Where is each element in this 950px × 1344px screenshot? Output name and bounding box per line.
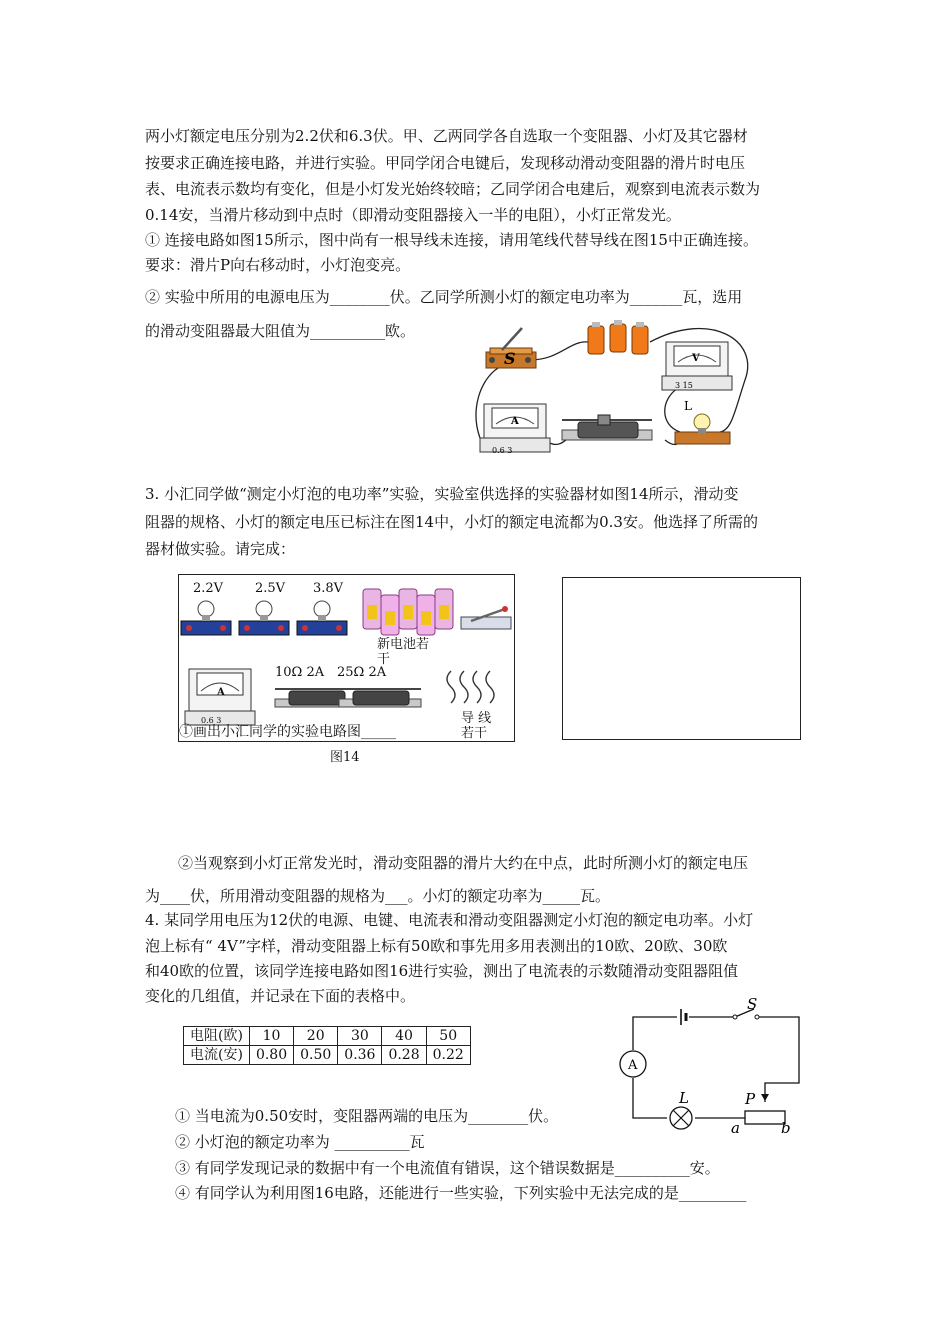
q2-line-7: ② 实验中所用的电源电压为________伏。乙同学所测小灯的额定电功率为_______瓦，选用	[145, 288, 743, 306]
ammeter-label: A	[217, 687, 225, 698]
table-cell: 电阻(欧)	[184, 1027, 250, 1046]
q4-line-4: 变化的几组值，并记录在下面的表格中。	[145, 987, 416, 1005]
q3-line-3: 器材做实验。请完成：	[145, 540, 296, 558]
q3-line-4: ②当观察到小灯正常发光时，滑动变阻器的滑片大约在中点，此时所测小灯的额定电压	[178, 854, 749, 872]
table-cell: 0.28	[382, 1046, 426, 1065]
slider-label: P	[745, 1090, 756, 1108]
ammeter-label: A	[628, 1058, 638, 1073]
ammeter-terminals: 0.6 3	[492, 446, 513, 455]
task-1-overlay: ①画出小汇同学的实验电路图_____	[179, 724, 396, 740]
ammeter-icon	[480, 404, 550, 452]
q4-question-2: ② 小灯泡的额定功率为 __________瓦	[175, 1133, 425, 1151]
q4-question-1: ① 当电流为0.50安时，变阻器两端的电压为________伏。	[175, 1107, 559, 1125]
q2-line-6: 要求：滑片P向右移动时，小灯泡变亮。	[145, 256, 411, 274]
table-cell: 电流(安)	[184, 1046, 250, 1065]
q2-line-2: 按要求正确连接电路，并进行实验。甲同学闭合电键后，发现移动滑动变阻器的滑片时电压	[145, 154, 746, 172]
voltmeter-label: V	[692, 353, 700, 364]
table-cell: 0.80	[249, 1046, 293, 1065]
table-cell: 0.36	[338, 1046, 382, 1065]
wires-icon	[447, 671, 494, 703]
q4-question-3: ③ 有同学发现记录的数据中有一个电流值有错误，这个错误数据是__________安。	[175, 1159, 720, 1177]
table-cell: 30	[338, 1027, 382, 1046]
switch-label: S	[747, 995, 758, 1013]
lamp-label-2: 2.5V	[255, 581, 286, 596]
end-b-label: b	[781, 1119, 791, 1137]
figure-14-equipment-panel	[178, 574, 515, 742]
lamp-symbol-icon	[670, 1107, 692, 1129]
rheostat-label-1: 10Ω 2A	[275, 665, 325, 680]
table-cell: 40	[382, 1027, 426, 1046]
circuit-illustration-fig15	[470, 320, 760, 460]
lamp-label: L	[684, 399, 692, 413]
q2-line-3: 表、电流表示数均有变化，但是小灯发光始终较暗；乙同学闭合电建后，观察到电流表示数为	[145, 180, 761, 198]
figure-14-caption: 图14	[330, 750, 360, 765]
light-bulb-icon	[675, 414, 730, 444]
q3-line-1: 3. 小汇同学做“测定小灯泡的电功率”实验，实验室供选择的实验器材如图14所示，滑动变	[145, 485, 739, 503]
q4-line-3: 和40欧的位置，该同学连接电路如图16进行实验，测出了电流表的示数随滑动变阻器阻值	[145, 962, 739, 980]
q4-line-1: 4. 某同学用电压为12伏的电源、电键、电流表和滑动变阻器测定小灯泡的额定电功率。小灯	[145, 911, 754, 929]
lamp-label-1: 2.2V	[193, 581, 224, 596]
rheostat-icon	[339, 689, 421, 707]
table-cell: 10	[249, 1027, 293, 1046]
end-a-label: a	[731, 1119, 740, 1137]
q2-line-5: ① 连接电路如图15所示，图中尚有一根导线未连接，请用笔线代替导线在图15中正确连接。	[145, 231, 758, 249]
circuit-diagram-fig16	[605, 995, 815, 1140]
battery-group-icon	[363, 589, 453, 635]
table-cell: 0.22	[426, 1046, 470, 1065]
lamp-label-3: 3.8V	[313, 581, 344, 596]
rheostat-icon	[562, 415, 652, 440]
resistance-current-table	[183, 1026, 471, 1065]
voltmeter-icon	[662, 342, 732, 390]
rheostat-label-2: 25Ω 2A	[337, 665, 387, 680]
circuit-drawing-answer-box[interactable]	[562, 577, 801, 740]
table-cell: 20	[294, 1027, 338, 1046]
wire-label-2: 若干	[461, 726, 488, 741]
voltmeter-terminals: 3 15	[675, 381, 693, 390]
ammeter-terminals: 0.6 3	[201, 716, 222, 725]
table-row	[184, 1046, 471, 1065]
lamp-icon	[239, 601, 289, 635]
switch-label: S	[504, 349, 516, 368]
lamp-icon	[297, 601, 347, 635]
q2-line-4: 0.14安，当滑片移动到中点时（即滑动变阻器接入一半的电阻），小灯正常发光。	[145, 206, 681, 224]
q2-line-1: 两小灯额定电压分别为2.2伏和6.3伏。甲、乙两同学各自选取一个变阻器、小灯及其它器材	[145, 127, 748, 145]
q3-line-5: 为____伏，所用滑动变阻器的规格为___。小灯的额定功率为_____瓦。	[145, 887, 611, 905]
ammeter-label: A	[511, 416, 519, 427]
q3-line-2: 阻器的规格、小灯的额定电压已标注在图14中，小灯的额定电流都为0.3安。他选择了所需的	[145, 513, 758, 531]
table-cell: 50	[426, 1027, 470, 1046]
battery-icon	[588, 320, 648, 354]
switch-icon	[461, 606, 511, 629]
table-row	[184, 1027, 471, 1046]
table-cell: 0.50	[294, 1046, 338, 1065]
q2-line-8: 的滑动变阻器最大阻值为__________欧。	[145, 322, 416, 340]
q4-question-4: ④ 有同学认为利用图16电路，还能进行一些实验，下列实验中无法完成的是_________	[175, 1184, 747, 1202]
lamp-label: L	[679, 1089, 689, 1107]
lamp-icon	[181, 601, 231, 635]
wire-label-1: 导 线	[461, 711, 492, 726]
battery-label: 新电池若干	[377, 637, 430, 667]
q4-line-2: 泡上标有“ 4V”字样，滑动变阻器上标有50欧和事先用多用表测出的10欧、20欧、30欧	[145, 937, 728, 955]
